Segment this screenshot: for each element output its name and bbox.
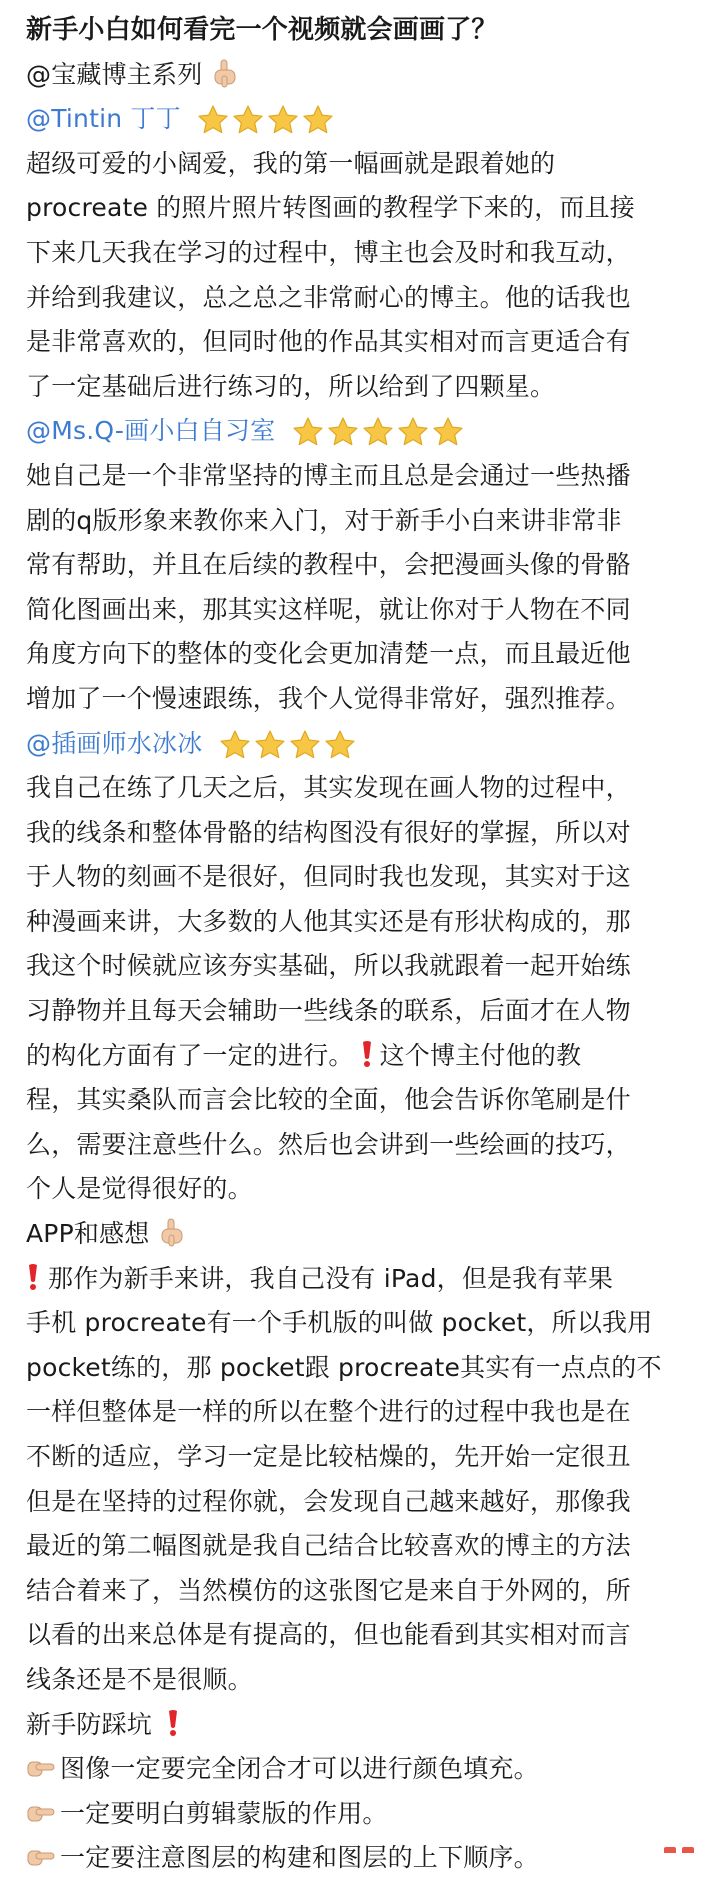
star-icon bbox=[289, 729, 321, 761]
review-line: 超级可爱的小阔爱，我的第一幅画就是跟着她的 bbox=[26, 148, 556, 178]
app-heading bbox=[26, 1212, 694, 1257]
app-line: pocket练的，那 pocket跟 procreate其实有一点点的不 bbox=[26, 1352, 662, 1382]
review-line: 剧的q版形象来教你来入门，对于新手小白来讲非常非 bbox=[26, 505, 622, 535]
star-icon bbox=[397, 416, 429, 448]
app-line: 以看的出来总体是有提高的，但也能看到其实相对而言 bbox=[26, 1620, 631, 1650]
pitfall-text: 图像一定要完全闭合才可以进行颜色填充。 bbox=[60, 1754, 539, 1784]
review-line: 简化图画出来，那其实这样呢，就让你对于人物在不同 bbox=[26, 594, 631, 624]
blogger-2-review bbox=[26, 454, 694, 722]
hand-pointing-right-icon bbox=[26, 1845, 56, 1869]
list-item bbox=[26, 1792, 694, 1837]
hand-pointing-right-icon bbox=[26, 1801, 56, 1825]
star-icon bbox=[232, 104, 264, 136]
hand-pointing-right-icon bbox=[26, 1756, 56, 1780]
star-icon bbox=[324, 729, 356, 761]
app-line: 最近的第二幅图就是我自己结合比较喜欢的博主的方法 bbox=[26, 1531, 631, 1561]
review-line: 个人是觉得很好的。 bbox=[26, 1174, 253, 1204]
blogger-1-review bbox=[26, 142, 694, 410]
app-heading-text: APP和感想 bbox=[26, 1219, 150, 1249]
hand-pointing-down-icon bbox=[158, 1217, 186, 1247]
app-line: 手机 procreate有一个手机版的叫做 pocket，所以我用 bbox=[26, 1308, 653, 1338]
review-line-part: 这个博主付他的教 bbox=[379, 1040, 582, 1070]
app-line: 结合着来了，当然模仿的这张图它是来自于外网的，所 bbox=[26, 1575, 631, 1605]
series-heading-text: @宝藏博主系列 bbox=[26, 59, 203, 89]
blogger-3-rating bbox=[219, 729, 356, 761]
review-line: 增加了一个慢速跟练，我个人觉得非常好，强烈推荐。 bbox=[26, 683, 631, 713]
app-line: 但是在坚持的过程你就，会发现自己越来越好，那像我 bbox=[26, 1486, 631, 1516]
post-content bbox=[26, 8, 694, 1881]
review-line: 我自己在练了几天之后，其实发现在画人物的过程中， bbox=[26, 773, 631, 803]
blogger-1-mention[interactable]: @Tintin 丁丁 bbox=[26, 104, 181, 134]
star-icon bbox=[254, 729, 286, 761]
red-exclamation-icon bbox=[166, 1708, 180, 1738]
review-line-part: 的构化方面有了一定的进行。 bbox=[26, 1040, 354, 1070]
review-line: 是非常喜欢的，但同时他的作品其实相对而言更适合有 bbox=[26, 327, 631, 357]
review-line: 了一定基础后进行练习的，所以给到了四颗星。 bbox=[26, 371, 556, 401]
post-title bbox=[26, 8, 694, 53]
pitfalls-heading bbox=[26, 1703, 694, 1748]
blogger-2-rating bbox=[292, 416, 464, 448]
post-title-text: 新手小白如何看完一个视频就会画画了？ bbox=[26, 15, 498, 45]
blogger-3-header bbox=[26, 722, 694, 767]
star-icon bbox=[432, 416, 464, 448]
review-line: 角度方向下的整体的变化会更加清楚一点，而且最近他 bbox=[26, 639, 631, 669]
app-line: 不断的适应，学习一定是比较枯燥的，先开始一定很丑 bbox=[26, 1442, 631, 1471]
review-line: 下来几天我在学习的过程中，博主也会及时和我互动， bbox=[26, 237, 631, 267]
blogger-3-review bbox=[26, 766, 694, 1212]
app-thoughts bbox=[26, 1257, 694, 1703]
review-line: 常有帮助，并且在后续的教程中，会把漫画头像的骨骼 bbox=[26, 550, 631, 580]
blogger-2-header bbox=[26, 409, 694, 454]
review-line: 于人物的刻画不是很好，但同时我也发现，其实对于这 bbox=[26, 862, 631, 892]
blogger-3-mention[interactable]: @插画师水冰冰 bbox=[26, 728, 203, 758]
review-line: 我的线条和整体骨骼的结构图没有很好的掌握，所以对 bbox=[26, 817, 631, 847]
star-icon bbox=[219, 729, 251, 761]
review-line: 她自己是一个非常坚持的博主而且总是会通过一些热播 bbox=[26, 460, 631, 490]
review-line: 并给到我建议，总之总之非常耐心的博主。他的话我也 bbox=[26, 282, 631, 312]
review-line: procreate 的照片照片转图画的教程学下来的，而且接 bbox=[26, 193, 635, 223]
review-line: 种漫画来讲，大多数的人他其实还是有形状构成的，那 bbox=[26, 906, 631, 936]
star-icon bbox=[327, 416, 359, 448]
review-line-with-bang bbox=[26, 1034, 694, 1079]
pitfalls-list bbox=[26, 1747, 694, 1881]
star-icon bbox=[267, 104, 299, 136]
list-item bbox=[26, 1747, 694, 1792]
app-first-line bbox=[26, 1257, 694, 1302]
corner-badge-icon bbox=[660, 1839, 700, 1853]
series-heading bbox=[26, 53, 694, 98]
red-exclamation-icon bbox=[26, 1262, 40, 1292]
star-icon bbox=[292, 416, 324, 448]
pitfall-text: 一定要注意图层的构建和图层的上下顺序。 bbox=[60, 1843, 539, 1873]
review-line: 习静物并且每天会辅助一些线条的联系，后面才在人物 bbox=[26, 996, 631, 1026]
pitfalls-heading-text: 新手防踩坑 bbox=[26, 1709, 153, 1739]
app-first-line-text: 那作为新手来讲，我自己没有 iPad，但是我有苹果 bbox=[48, 1263, 614, 1293]
star-icon bbox=[197, 104, 229, 136]
app-line: 线条还是不是很顺。 bbox=[26, 1664, 253, 1694]
list-item bbox=[26, 1836, 694, 1881]
review-line: 么，需要注意些什么。然后也会讲到一些绘画的技巧， bbox=[26, 1129, 631, 1159]
star-icon bbox=[362, 416, 394, 448]
blogger-1-rating bbox=[197, 104, 334, 136]
review-line: 程，其实桑队而言会比较的全面，他会告诉你笔刷是什 bbox=[26, 1085, 631, 1115]
app-line: 一样但整体是一样的所以在整个进行的过程中我也是在 bbox=[26, 1397, 631, 1427]
star-icon bbox=[302, 104, 334, 136]
hand-pointing-down-icon bbox=[211, 58, 239, 88]
red-exclamation-icon bbox=[360, 1039, 374, 1069]
blogger-2-mention[interactable]: @Ms.Q-画小白自习室 bbox=[26, 416, 276, 446]
blogger-1-header bbox=[26, 97, 694, 142]
review-line: 我这个时候就应该夯实基础，所以我就跟着一起开始练 bbox=[26, 951, 631, 981]
pitfall-text: 一定要明白剪辑蒙版的作用。 bbox=[60, 1798, 388, 1828]
